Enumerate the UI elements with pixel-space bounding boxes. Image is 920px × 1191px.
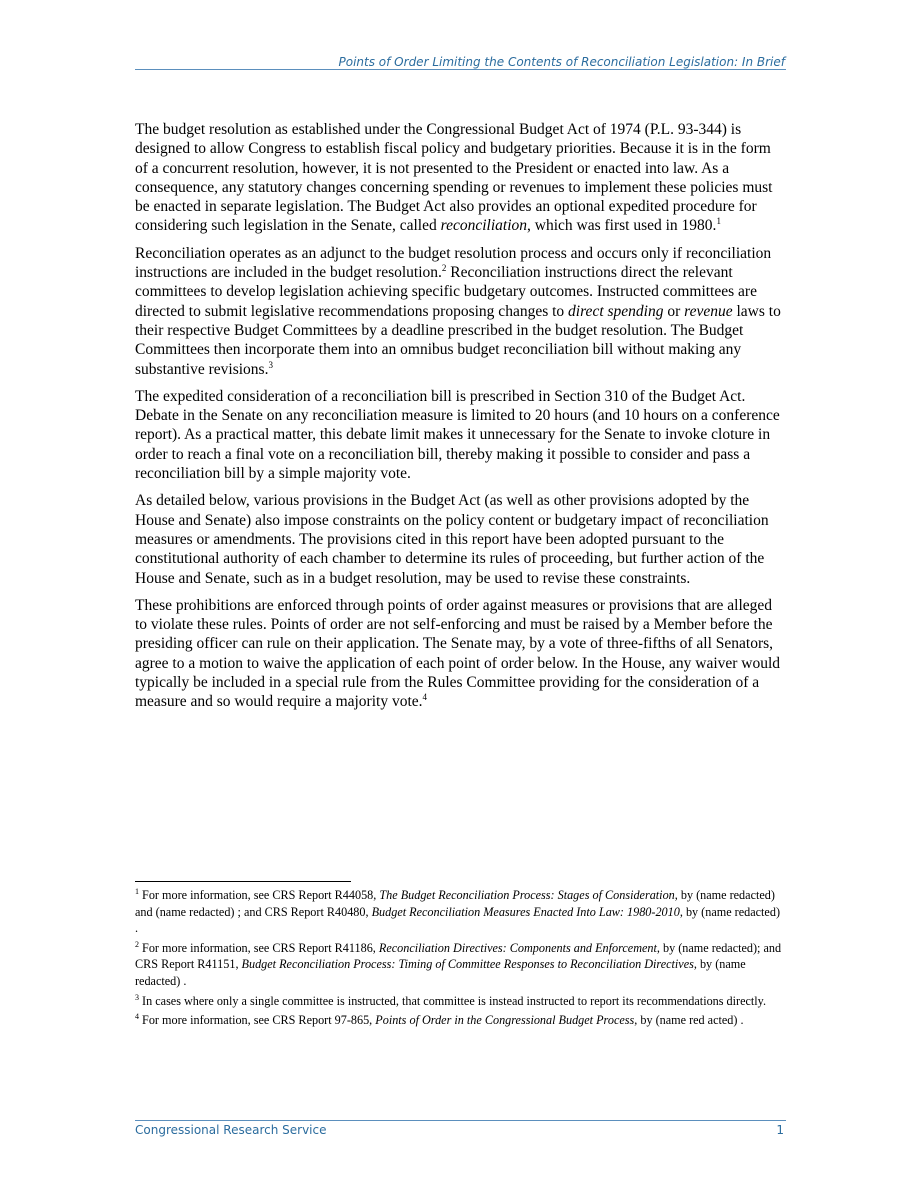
footnote-2-text-a: For more information, see CRS Report R41186, xyxy=(139,940,379,955)
footnotes xyxy=(135,887,786,1032)
footnote-4 xyxy=(135,1012,786,1029)
footnote-ref-3[interactable]: 3 xyxy=(268,359,273,370)
footnote-4-report-title: Points of Order in the Congressional Budget Process xyxy=(375,1013,635,1028)
footnote-3 xyxy=(135,993,786,1010)
footnote-2 xyxy=(135,940,786,990)
paragraph-3: The expedited consideration of a reconciliation bill is prescribed in Section 310 of the Budget Act. Debate in the Senate on any reconciliation measure is limited to 20 hours (and 10 hours on a conference report). As a practical matter, this debate limit makes it unnecessary for the Senate to invoke cloture in order to reach a final vote on a reconciliation bill, thereby making it possible to consider and pass a reconciliation bill by a simple majority vote. xyxy=(135,387,780,483)
paragraph-1 xyxy=(135,120,786,236)
footnote-2-report-title-2: Budget Reconciliation Process: Timing of Committee Responses to Reconciliation Directives xyxy=(241,957,694,972)
footnote-1-text-a: For more information, see CRS Report R44058, xyxy=(139,888,380,902)
footnote-1 xyxy=(135,887,786,937)
paragraph-2-text-a: Reconciliation operates as an adjunct to the budget resolution process and occurs only if reconciliation instructions are included in the budget resolution. xyxy=(135,244,772,282)
main-body xyxy=(135,120,786,720)
header-divider xyxy=(135,69,786,70)
footnote-ref-1[interactable]: 1 xyxy=(716,216,721,227)
footnote-1-report-title-2: Budget Reconciliation Measures Enacted Into Law: 1980-2010 xyxy=(371,904,680,919)
footnote-4-number: 4 xyxy=(135,1012,139,1022)
paragraph-2-emphasis-2: revenue xyxy=(684,302,733,320)
footer-organization: Congressional Research Service xyxy=(135,1123,327,1137)
footnote-2-number: 2 xyxy=(135,939,139,949)
running-header-title: Points of Order Limiting the Contents of Reconciliation Legislation: In Brief xyxy=(338,55,785,69)
footer-divider xyxy=(135,1120,786,1121)
page-number: 1 xyxy=(776,1123,784,1137)
paragraph-2-text-c: or xyxy=(663,302,685,320)
paragraph-5 xyxy=(135,596,786,712)
footnote-2-report-title-1: Reconciliation Directives: Components and Enforcement xyxy=(378,940,657,955)
footnote-1-text-c: , by (name redacted) . xyxy=(135,904,780,936)
paragraph-1-text-b: , which was first used in 1980. xyxy=(527,217,717,235)
footnote-2-text-b: , by (name redacted); and CRS Report R41151, xyxy=(135,940,782,972)
footnote-2-text-c: , by (name redacted) . xyxy=(135,957,746,988)
footnote-3-text: In cases where only a single committee is instructed, that committee is instead instructed to report its recommendations directly. xyxy=(139,993,767,1008)
paragraph-5-text: These prohibitions are enforced through points of order against measures or provisions that are alleged to violate these rules. Points of order are not self-enforcing and must be raised by a Member before the presiding officer can rule on their application. The Senate may, by a vote of three-fifths of all Senators, agree to a motion to waive the application of each point of order below. In the House, any waiver would typically be included in a special rule from the Rules Committee providing for the consideration of a measure and so would require a majority vote. xyxy=(135,596,781,711)
paragraph-2-text-b: Reconciliation instructions direct the relevant committees to develop legislation achieving specific budgetary outcomes. Instructed committees are directed to submit legislative recommendations proposing changes to xyxy=(135,264,757,320)
paragraph-4: As detailed below, various provisions in the Budget Act (as well as other provisions adopted by the House and Senate) also impose constraints on the policy content or budgetary impact of reconciliation measures or amendments. The provisions cited in this report have been adopted pursuant to the constitutional authority of each chamber to determine its rules of proceeding, but further action of the House and Senate, such as in a budget resolution, may be used to revise these constraints. xyxy=(135,492,769,587)
paragraph-2 xyxy=(135,244,786,379)
footnote-1-number: 1 xyxy=(135,886,139,896)
paragraph-1-emphasis: reconciliation xyxy=(440,217,528,235)
footnote-4-text-a: For more information, see CRS Report 97-865, xyxy=(139,1013,376,1028)
paragraph-1-text-a: The budget resolution as established under the Congressional Budget Act of 1974 (P.L. 93-344) is designed to allow Congress to establish fiscal policy and budgetary priorities. Because it is in the form of a concurrent resolution, however, it is not presented to the President or enacted into law. As a consequence, any statutory changes concerning spending or revenues to implement these policies must be enacted in separate legislation. The Budget Act also provides an optional expedited procedure for considering such legislation in the Senate, called xyxy=(135,121,773,235)
footnote-3-number: 3 xyxy=(135,992,139,1002)
footnote-separator xyxy=(135,881,351,882)
footnote-1-report-title-1: The Budget Reconciliation Process: Stages of Consideration xyxy=(379,888,675,902)
paragraph-2-emphasis-1: direct spending xyxy=(568,302,664,320)
footnote-ref-4[interactable]: 4 xyxy=(422,692,428,703)
footnote-1-text-b: , by (name redacted) and (name redacted) ; and CRS Report R40480, xyxy=(135,888,775,919)
footnote-4-text-b: , by (name red acted) . xyxy=(634,1013,744,1028)
paragraph-2-text-d: laws to their respective Budget Committees by a deadline prescribed in the budget resolution. The Budget Committees then incorporate them into an omnibus budget reconciliation bill without making any substantive revisions. xyxy=(135,302,781,378)
footnote-ref-2[interactable]: 2 xyxy=(441,262,447,273)
